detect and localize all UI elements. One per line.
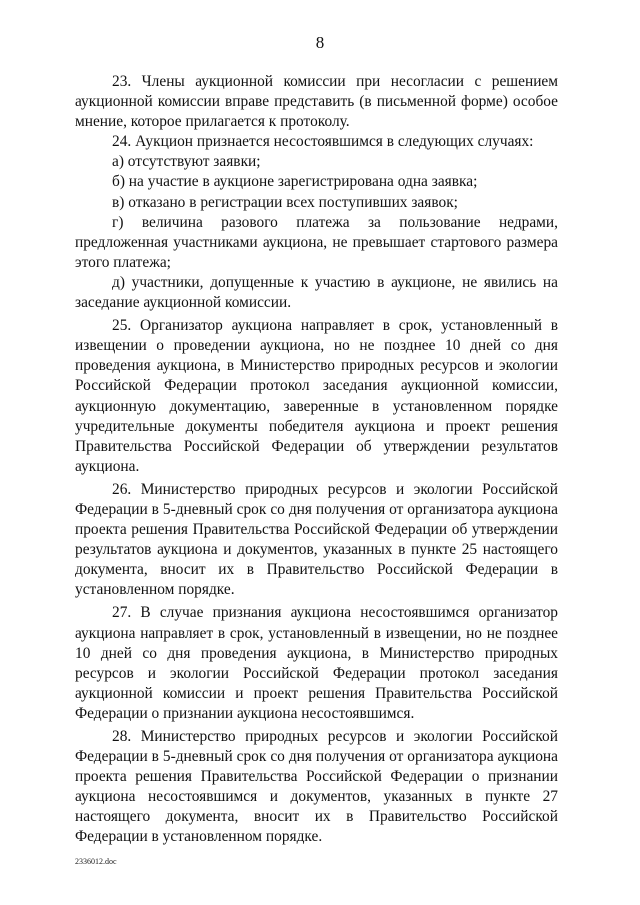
list-item-b: б) на участие в аукционе зарегистрирована одна заявка; xyxy=(112,173,478,191)
paragraph-26: 26. Министерство природных ресурсов и экологии Российской Федерации в 5-дневный срок со дня получения от организатора аукциона проекта решения Правительства Российской Федерации об утверждении результатов аукциона и документов, указанных в пункте 25 настоящего документа, вносит их в Правительство Российской Федерации в установленном порядке. xyxy=(75,480,558,599)
document-body xyxy=(75,72,558,848)
paragraph-24: 24. Аукцион признается несостоявшимся в следующих случаях: xyxy=(112,133,534,151)
paragraph-27: 27. В случае признания аукциона несостоявшимся организатор аукциона направляет в срок, установленный в извещении, но не позднее 10 дней со дня проведения аукциона, в Министерство природных ресурсов и экологии Российской Федерации протокол заседания аукционной комиссии и проект решения Правительства Российской Федерации о признании аукциона несостоявшимся. xyxy=(75,604,558,722)
list-item-g: г) величина разового платежа за пользование недрами, предложенная участниками аукциона, не превышает стартового размера этого платежа; xyxy=(75,213,558,271)
paragraph-28: 28. Министерство природных ресурсов и экологии Российской Федерации в 5-дневный срок со дня получения от организатора аукциона проекта решения Правительства Российской Федерации о признании аукциона несостоявшимся и документов, указанных в пункте 27 настоящего документа, вносит их в Правительство Российской Федерации в установленном порядке. xyxy=(75,728,558,846)
document-filename: 2336012.doc xyxy=(75,857,117,866)
list-item-v: в) отказано в регистрации всех поступивших заявок; xyxy=(112,193,458,211)
page-number: 8 xyxy=(315,33,325,52)
paragraph-23: 23. Члены аукционной комиссии при несогласии с решением аукционной комиссии вправе представить (в письменной форме) особое мнение, которое прилагается к протоколу. xyxy=(75,73,558,131)
paragraph-25: 25. Организатор аукциона направляет в срок, установленный в извещении о проведении аукциона, но не позднее 10 дней со дня проведения аукциона, в Министерство природных ресурсов и экологии Российской Федерации протокол заседания аукционной комиссии, аукционную документацию, заверенные в установленном порядке учредительные документы победителя аукциона и проект решения Правительства Российской Федерации об утверждении результатов аукциона. xyxy=(75,317,558,475)
list-item-a: а) отсутствуют заявки; xyxy=(112,153,261,171)
list-item-d: д) участники, допущенные к участию в аукционе, не явились на заседание аукционной комиссии. xyxy=(75,273,558,312)
